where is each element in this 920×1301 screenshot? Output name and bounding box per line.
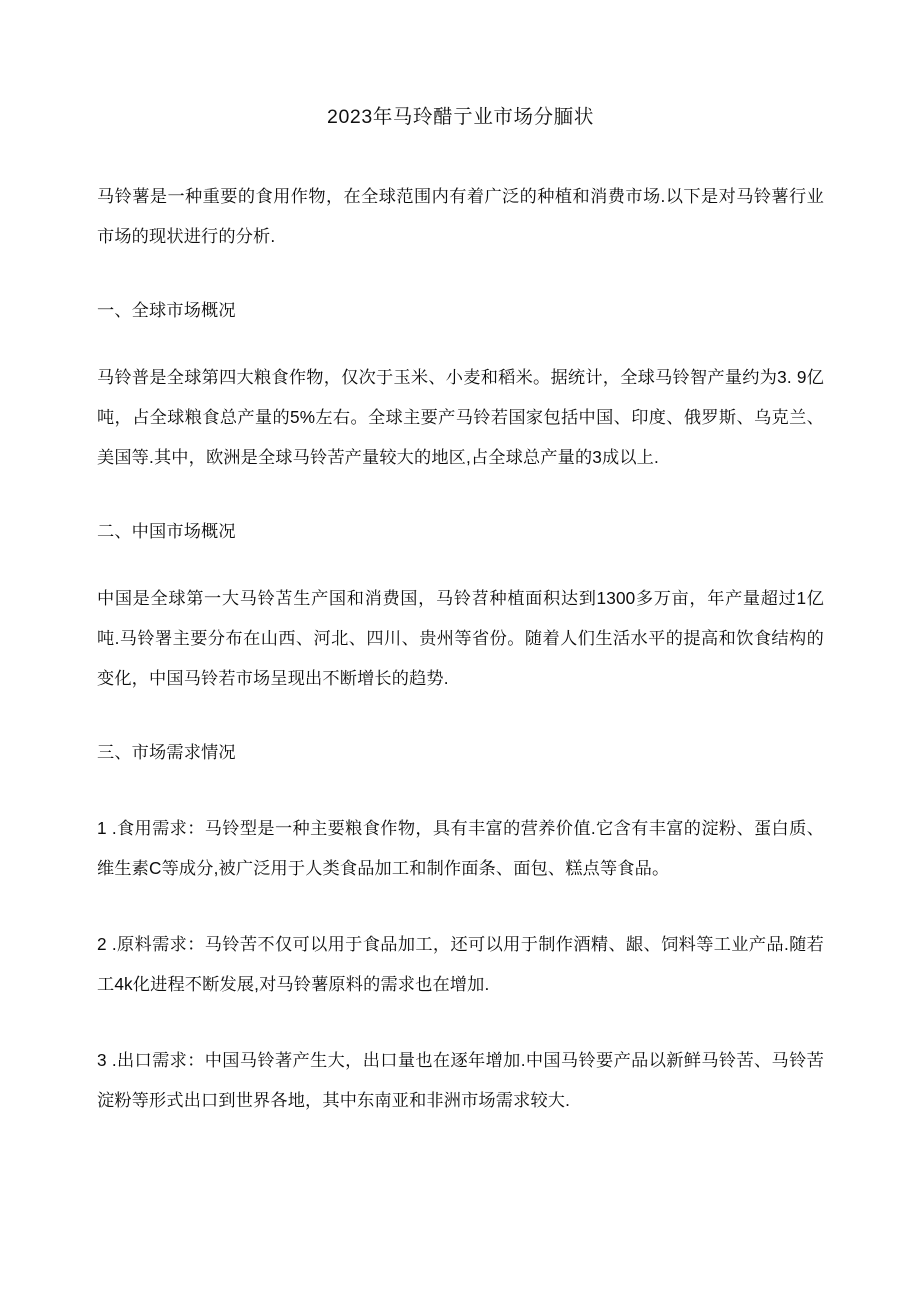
page-title: 2023年马玲醋亍业市场分腼状 <box>327 106 594 128</box>
list-item <box>97 924 824 1004</box>
list-item-marker: 1 . <box>97 818 117 839</box>
list-item-text: 出口需求：中国马铃著产生大，出口量也在逐年增加.中国马铃要产品以新鲜马铃苦、马铃苦淀粉等形式出口到世界各地，其中东南亚和非洲市场需求较大. <box>97 1050 824 1111</box>
section-heading-market-demand: 三、市场需求情况 <box>97 742 236 763</box>
list-item <box>97 1040 824 1120</box>
list-item-marker: 3 . <box>97 1050 117 1071</box>
list-item <box>97 808 824 888</box>
list-item-marker: 2 . <box>97 934 117 955</box>
intro-paragraph: 马铃薯是一种重要的食用作物，在全球范围内有着广泛的种植和消费市场.以下是对马铃薯行业市场的现状进行的分析. <box>97 186 824 247</box>
section-paragraph-global-market: 马铃普是全球第四大粮食作物，仅次于玉米、小麦和稻米。据统计，全球马铃智产量约为3. 9亿吨，占全球粮食总产量的5%左右。全球主要产马铃若国家包括中国、印度、俄罗斯、乌克兰、美国等.其中，欧洲是全球马铃苦产量较大的地区,占全球总产量的3成以上. <box>97 367 824 468</box>
section-paragraph-china-market: 中国是全球第一大马铃苫生产国和消费国，马铃苕种植面积达到1300多万亩，年产量超过1亿吨.马铃署主要分布在山西、河北、四川、贵州等省份。随着人们生活水平的提高和饮食结构的变化，中国马铃若市场呈现出不断增长的趋势. <box>97 588 824 689</box>
list-item-text: 食用需求：马铃型是一种主要粮食作物，具有丰富的营养价值.它含有丰富的淀粉、蛋白质、维生素C等成分,被广泛用于人类食品加工和制作面条、面包、糕点等食品。 <box>97 818 824 879</box>
document-body <box>97 0 824 1120</box>
list-item-text: 原料需求：马铃苦不仅可以用于食品加工，还可以用于制作酒精、龈、饲料等工业产品.随若工4k化进程不断发展,对马铃薯原料的需求也在增加. <box>97 934 824 995</box>
section-heading-china-market: 二、中国市场概况 <box>97 521 236 542</box>
section-heading-global-market: 一、全球市场概况 <box>97 300 236 321</box>
